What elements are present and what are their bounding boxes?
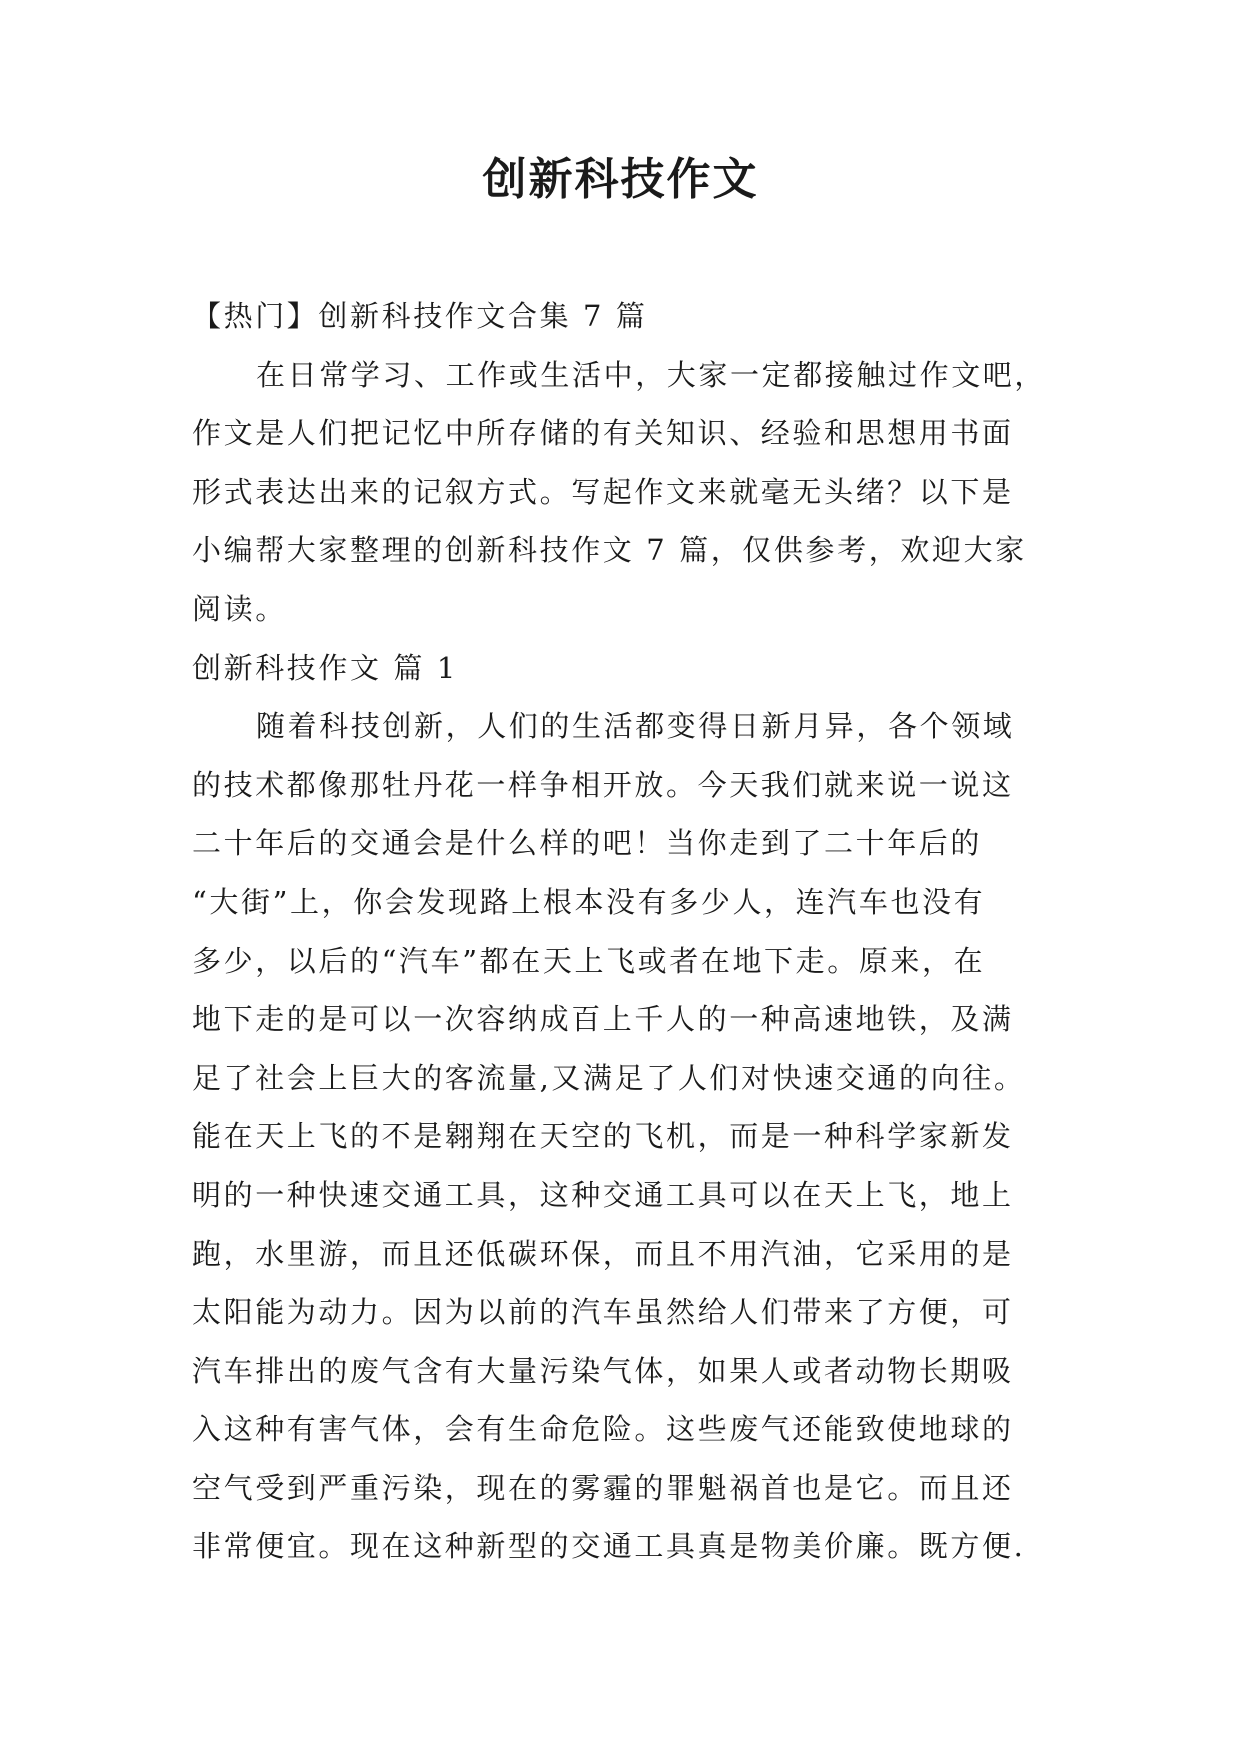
body-line: 足了社会上巨大的客流量,又满足了人们对快速交通的向往。 (192, 1060, 1026, 1095)
body-line: 汽车排出的废气含有大量污染气体，如果人或者动物长期吸 (192, 1353, 1014, 1388)
intro-line: 形式表达出来的记叙方式。写起作文来就毫无头绪？以下是 (192, 474, 1014, 509)
intro-line: 作文是人们把记忆中所存储的有关知识、经验和思想用书面 (192, 416, 1014, 451)
body-line: 的技术都像那牡丹花一样争相开放。今天我们就来说一说这 (192, 767, 1014, 802)
intro-line: 小编帮大家整理的创新科技作文 7 篇，仅供参考，欢迎大家 (192, 533, 1027, 568)
document-body (192, 287, 1052, 1576)
body-line: 太阳能为动力。因为以前的汽车虽然给人们带来了方便，可 (192, 1295, 1014, 1330)
intro-line: 在日常学习、工作或生活中，大家一定都接触过作文吧， (256, 357, 1047, 392)
body-line: 明的一种快速交通工具，这种交通工具可以在天上飞，地上 (192, 1177, 1014, 1212)
body-line: 随着科技创新，人们的生活都变得日新月异，各个领域 (256, 709, 1015, 744)
body-line: 非常便宜。现在这种新型的交通工具真是物美价廉。既方便. (192, 1529, 1026, 1564)
body-line: 空气受到严重污染，现在的雾霾的罪魁祸首也是它。而且还 (192, 1470, 1014, 1505)
body-line: “大街”上，你会发现路上根本没有多少人，连汽车也没有 (192, 884, 986, 919)
body-line: 跑，水里游，而且还低碳环保，而且不用汽油，它采用的是 (192, 1236, 1014, 1271)
body-line: 能在天上飞的不是翱翔在天空的飞机，而是一种科学家新发 (192, 1119, 1014, 1154)
section-heading: 创新科技作文 篇 1 (192, 650, 458, 685)
body-line: 多少，以后的“汽车”都在天上飞或者在地下走。原来，在 (192, 943, 986, 978)
intro-line: 阅读。 (192, 591, 287, 626)
document-subtitle: 【热门】创新科技作文合集 7 篇 (192, 299, 648, 333)
body-line: 地下走的是可以一次容纳成百上千人的一种高速地铁，及满 (192, 1002, 1014, 1037)
body-line: 入这种有害气体，会有生命危险。这些废气还能致使地球的 (192, 1412, 1014, 1447)
body-line: 二十年后的交通会是什么样的吧！当你走到了二十年后的 (192, 826, 983, 861)
document-title: 创新科技作文 (482, 154, 759, 205)
